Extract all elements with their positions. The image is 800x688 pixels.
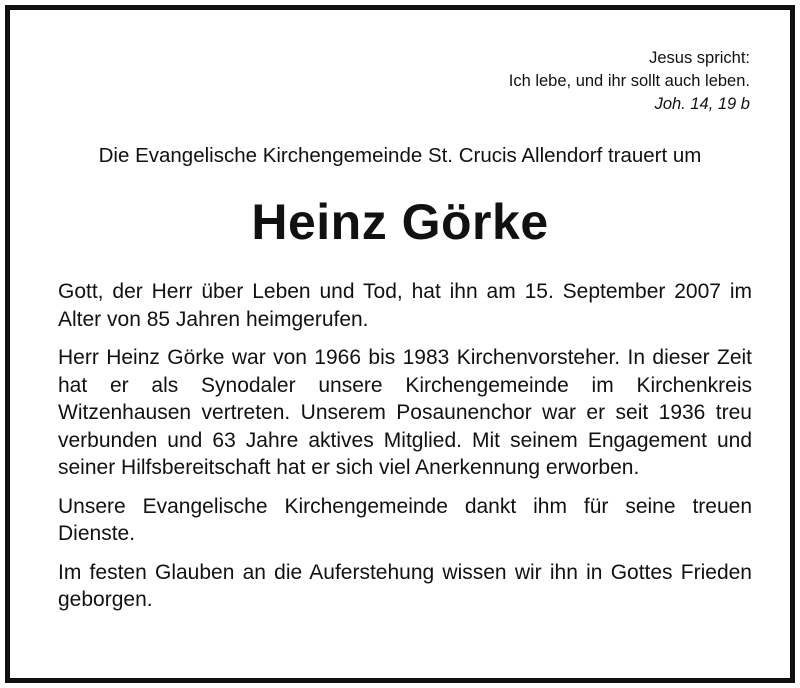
paragraph-faith: Im festen Glauben an die Auferstehung wissen wir ihn in Gottes Frieden geborgen.	[58, 560, 752, 611]
verse-line-1: Jesus spricht:	[649, 49, 750, 67]
paragraph-thanks: Unsere Evangelische Kirchengemeinde dankt ihm für seine treuen Dienste.	[58, 494, 752, 545]
deceased-name: Heinz Görke	[251, 194, 549, 250]
paragraph-death: Gott, der Herr über Leben und Tod, hat ihn am 15. September 2007 im Alter von 85 Jahren heimgerufen.	[58, 280, 752, 331]
obituary-notice	[5, 5, 795, 683]
intro-line: Die Evangelische Kirchengemeinde St. Crucis Allendorf trauert um	[98, 144, 702, 167]
verse-reference: Joh. 14, 19 b	[654, 95, 750, 113]
verse-line-2: Ich lebe, und ihr sollt auch leben.	[508, 72, 750, 90]
bible-verse	[509, 47, 750, 116]
paragraph-service: Herr Heinz Görke war von 1966 bis 1983 Kirchenvorsteher. In dieser Zeit hat er als Synodaler unsere Kirchengemeinde im Kirchenkreis Witzenhausen vertreten. Unserem Posaunenchor war er seit 1936 treu verbunden und 63 Jahre aktives Mitglied. Mit seinem Engagement und seiner Hilfsbereitschaft hat er sich viel Anerkennung erworben.	[58, 346, 752, 479]
obituary-text	[58, 278, 752, 625]
